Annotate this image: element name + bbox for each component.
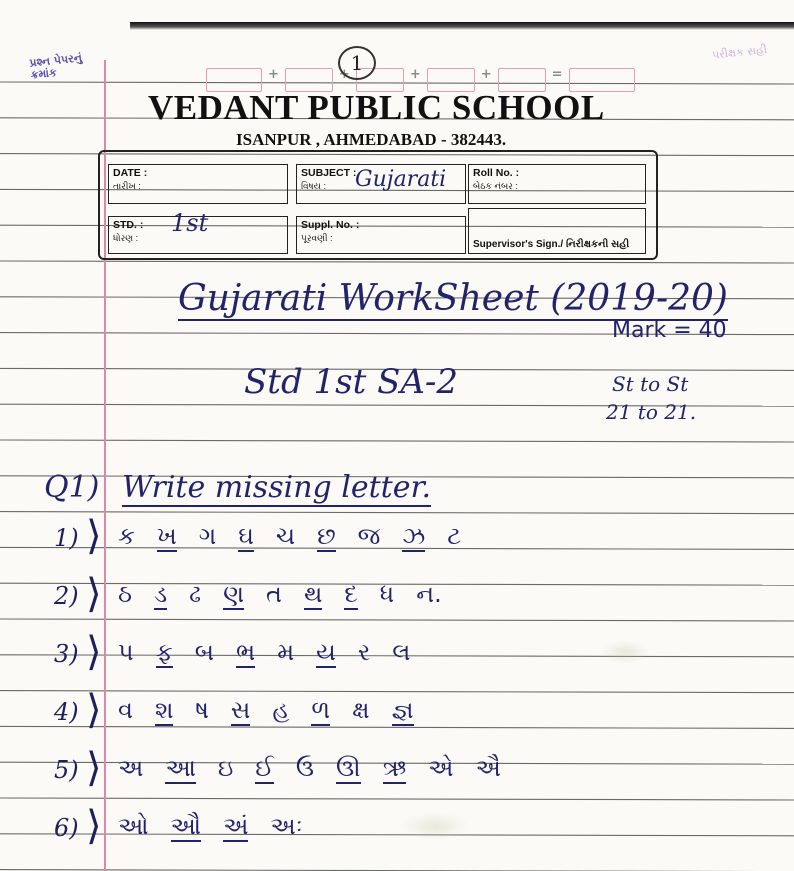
gujarati-letter: ફ [155, 638, 173, 666]
gujarati-letter: ક્ષ [352, 696, 370, 724]
ruled-line [0, 619, 794, 621]
std-label: STD. : [113, 219, 144, 231]
row-bracket: ⟩ [86, 803, 102, 849]
ruled-line [0, 261, 794, 263]
ruled-line [0, 726, 794, 728]
subject-label: SUBJECT : [301, 167, 357, 179]
subject-label-guj: વિષય : [301, 181, 327, 191]
roll-label: Roll No. : [473, 167, 520, 179]
gujarati-letter: ઘ [238, 522, 254, 550]
row-bracket: ⟩ [86, 745, 102, 791]
gujarati-letter: ઋ [382, 754, 407, 782]
gujarati-letter: ઐ [475, 754, 501, 782]
gujarati-letter: જ્ઞ [391, 696, 414, 724]
gujarati-letter: ઝ [402, 522, 426, 550]
roll-range: St to St [612, 372, 689, 396]
gujarati-letter: હ [272, 696, 290, 724]
gujarati-letter: એ [428, 754, 454, 782]
gujarati-letter: ઈ [255, 754, 274, 782]
roll-range-2: 21 to 21. [606, 400, 697, 424]
sheet-number: 1 [338, 46, 376, 80]
gujarati-letter: દ [344, 580, 358, 608]
row-number: 1) [54, 524, 79, 552]
gujarati-letter: થ [303, 580, 323, 608]
date-label: DATE : [113, 167, 148, 179]
subject-cell [296, 164, 466, 204]
smudge [400, 812, 470, 840]
plus-sign: + [409, 66, 421, 82]
gujarati-letter: ઠ [118, 580, 132, 608]
letter-row [118, 696, 436, 726]
std-cell [108, 209, 288, 254]
gujarati-letter: ખ [156, 522, 177, 550]
row-bracket: ⟩ [86, 513, 102, 559]
gujarati-letter: ઊ [335, 754, 361, 782]
row-number: 6) [54, 814, 79, 842]
gujarati-letter: બ [194, 638, 214, 666]
date-label-guj: તારીખ : [113, 181, 141, 191]
gujarati-letter: ભ [236, 638, 256, 666]
question-label: Q1) [44, 470, 100, 505]
gujarati-letter: ન. [416, 580, 442, 608]
gujarati-letter: ણ [223, 580, 245, 608]
gujarati-letter: ચ [275, 522, 296, 550]
gujarati-letter: ડ [153, 580, 168, 608]
plus-sign: + [268, 66, 279, 82]
supervisor-cell [468, 208, 646, 254]
gujarati-letter: ઇ [217, 754, 234, 782]
letter-row [118, 522, 483, 552]
gujarati-letter: ય [316, 638, 336, 666]
student-info-box [98, 150, 658, 260]
ruled-line [0, 512, 794, 514]
gujarati-letter: જ [357, 522, 381, 550]
gujarati-letter: ઓ [118, 812, 149, 840]
ruled-line [0, 798, 794, 800]
letter-row [118, 812, 325, 842]
gujarati-letter: સ [230, 696, 251, 724]
plus-sign: + [480, 66, 492, 82]
gujarati-letter: ગ [198, 522, 217, 550]
smudge [600, 640, 650, 664]
supervisor-label: Supervisor's Sign./ નિરીક્ષકની સહી [473, 239, 630, 250]
gujarati-letter: ઢ [189, 580, 202, 608]
row-number: 3) [54, 640, 79, 668]
ruled-line [0, 440, 794, 442]
row-number: 2) [54, 582, 79, 610]
gujarati-letter: ત [266, 580, 282, 608]
equals-sign: = [551, 66, 563, 82]
suppl-label-guj: પૂરવણી : [301, 233, 333, 243]
gujarati-letter: મ [277, 638, 295, 666]
gujarati-letter: ળ [311, 696, 331, 724]
suppl-label: Suppl. No. : [301, 219, 360, 231]
row-bracket: ⟩ [86, 687, 102, 733]
roll-label-guj: બેઠક નંબર : [473, 181, 518, 191]
subject-value: Gujarati [355, 167, 447, 192]
row-number: 5) [54, 756, 79, 784]
question-text: Write missing letter. [122, 470, 432, 505]
plus-sign: + [338, 66, 350, 82]
marks-total: Mark = 40 [612, 318, 727, 343]
suppl-cell [296, 216, 466, 254]
scan-top-edge [130, 22, 794, 30]
gujarati-letter: પ [118, 638, 134, 666]
roll-cell [468, 164, 646, 204]
letter-row [118, 580, 464, 610]
gujarati-letter: ર [357, 638, 371, 666]
gujarati-letter: છ [317, 522, 336, 550]
gujarati-letter: આ [165, 754, 196, 782]
gujarati-letter: અઃ [270, 812, 303, 840]
corner-note-right: પરીક્ષક સહી [711, 42, 768, 62]
gujarati-letter: શ [154, 696, 174, 724]
gujarati-letter: ટ [447, 522, 462, 550]
corner-note-left: પ્રશ્ન પેપરનું ક્રમાંક [28, 51, 83, 82]
std-value: 1st [171, 209, 209, 237]
gujarati-letter: ષ [195, 696, 209, 724]
gujarati-letter: ઉ [295, 754, 314, 782]
row-number: 4) [54, 698, 79, 726]
gujarati-letter: વ [118, 696, 133, 724]
row-bracket: ⟩ [86, 629, 102, 675]
gujarati-letter: ક [118, 522, 135, 550]
gujarati-letter: ઔ [170, 812, 202, 840]
gujarati-letter: લ [392, 638, 411, 666]
gujarati-letter: અં [223, 812, 249, 840]
date-cell [108, 164, 288, 204]
ruled-line [0, 691, 794, 693]
gujarati-letter: અ [118, 754, 144, 782]
gujarati-letter: ધ [379, 580, 395, 608]
std-line: Std 1st SA-2 [244, 362, 459, 402]
std-label-guj: ધોરણ : [113, 233, 139, 243]
school-address: ISANPUR , AHMEDABAD - 382443. [236, 130, 507, 149]
school-name: VEDANT PUBLIC SCHOOL [148, 88, 605, 127]
worksheet-title: Gujarati WorkSheet (2019-20) [178, 278, 728, 319]
letter-row [118, 638, 432, 668]
row-bracket: ⟩ [86, 571, 102, 617]
letter-row [118, 754, 523, 784]
